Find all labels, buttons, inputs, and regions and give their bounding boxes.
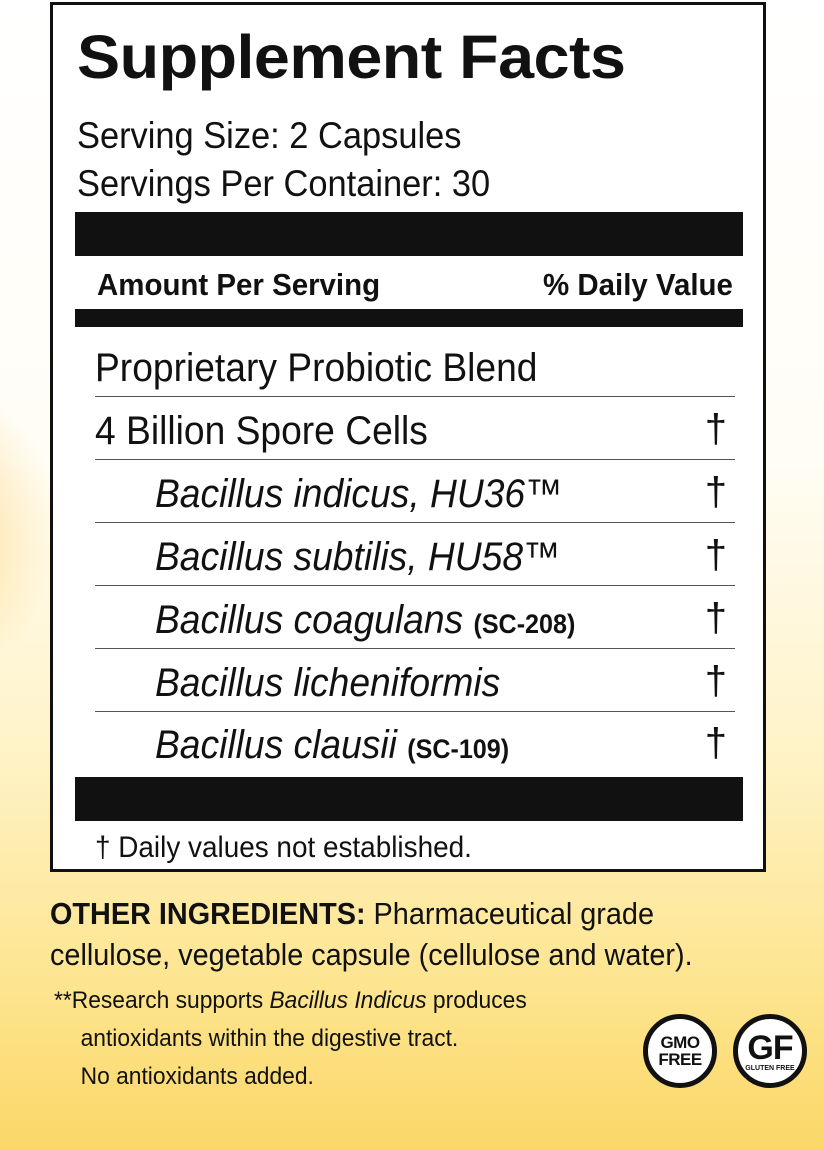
ingredient-name: 4 Billion Spore Cells bbox=[95, 409, 428, 453]
divider-bar-header bbox=[75, 309, 743, 327]
supplement-facts-panel bbox=[50, 2, 766, 872]
divider-bar-top bbox=[75, 212, 743, 256]
header-daily-value: % Daily Value bbox=[543, 267, 733, 302]
gmo-free-badge-icon bbox=[643, 1014, 717, 1088]
ingredient-row bbox=[95, 523, 735, 586]
research-note bbox=[54, 982, 527, 1096]
other-ingredients bbox=[50, 893, 757, 975]
ingredient-row bbox=[95, 397, 735, 460]
gluten-free-badge-icon bbox=[733, 1014, 807, 1088]
daily-value-mark: † bbox=[704, 470, 727, 514]
daily-value-mark: † bbox=[704, 596, 727, 640]
research-emphasis: Bacillus Indicus bbox=[269, 987, 427, 1014]
ingredient-name: Bacillus licheniformis bbox=[155, 661, 501, 705]
other-ingredients-label: OTHER INGREDIENTS: bbox=[50, 896, 366, 931]
header-amount-per-serving: Amount Per Serving bbox=[97, 267, 381, 302]
research-suffix: produces bbox=[426, 987, 527, 1014]
research-prefix: **Research supports bbox=[54, 987, 270, 1014]
gmo-badge-line1: GMO bbox=[660, 1033, 700, 1052]
daily-value-mark: † bbox=[704, 659, 727, 703]
daily-value-footnote: † Daily values not established. bbox=[95, 831, 472, 864]
ingredient-row bbox=[95, 649, 735, 712]
strain-code: (SC-208) bbox=[473, 609, 576, 639]
other-ingredients-text: Pharmaceutical grade cellulose, vegetable capsule (cellulose and water). bbox=[50, 896, 693, 972]
daily-value-mark: † bbox=[704, 407, 727, 451]
research-note-line2: antioxidants within the digestive tract. bbox=[80, 1025, 459, 1052]
ingredient-row bbox=[95, 460, 735, 523]
gmo-badge-line2: FREE bbox=[658, 1050, 702, 1069]
servings-per-container: Servings Per Container: 30 bbox=[77, 163, 491, 204]
ingredient-name bbox=[155, 598, 575, 642]
daily-value-mark: † bbox=[704, 721, 727, 765]
daily-value-mark: † bbox=[704, 533, 727, 577]
ingredient-name: Bacillus indicus, HU36™ bbox=[155, 472, 563, 516]
divider-bar-bottom bbox=[75, 777, 743, 821]
strain-code: (SC-109) bbox=[407, 734, 510, 764]
ingredient-row bbox=[95, 334, 735, 397]
ingredient-row bbox=[95, 586, 735, 649]
species-name: Bacillus clausii bbox=[155, 723, 408, 767]
serving-size: Serving Size: 2 Capsules bbox=[77, 115, 462, 156]
gf-badge-sub: GLUTEN FREE bbox=[745, 1065, 795, 1072]
panel-title: Supplement Facts bbox=[77, 23, 626, 91]
gf-badge-main: GF bbox=[747, 1029, 793, 1067]
ingredient-name bbox=[155, 723, 509, 767]
research-note-line3: No antioxidants added. bbox=[80, 1063, 314, 1090]
ingredient-name: Proprietary Probiotic Blend bbox=[95, 346, 538, 390]
species-name: Bacillus coagulans bbox=[155, 598, 474, 642]
research-note-line1 bbox=[54, 982, 527, 1020]
ingredient-name: Bacillus subtilis, HU58™ bbox=[155, 535, 561, 579]
ingredient-row bbox=[95, 710, 735, 773]
